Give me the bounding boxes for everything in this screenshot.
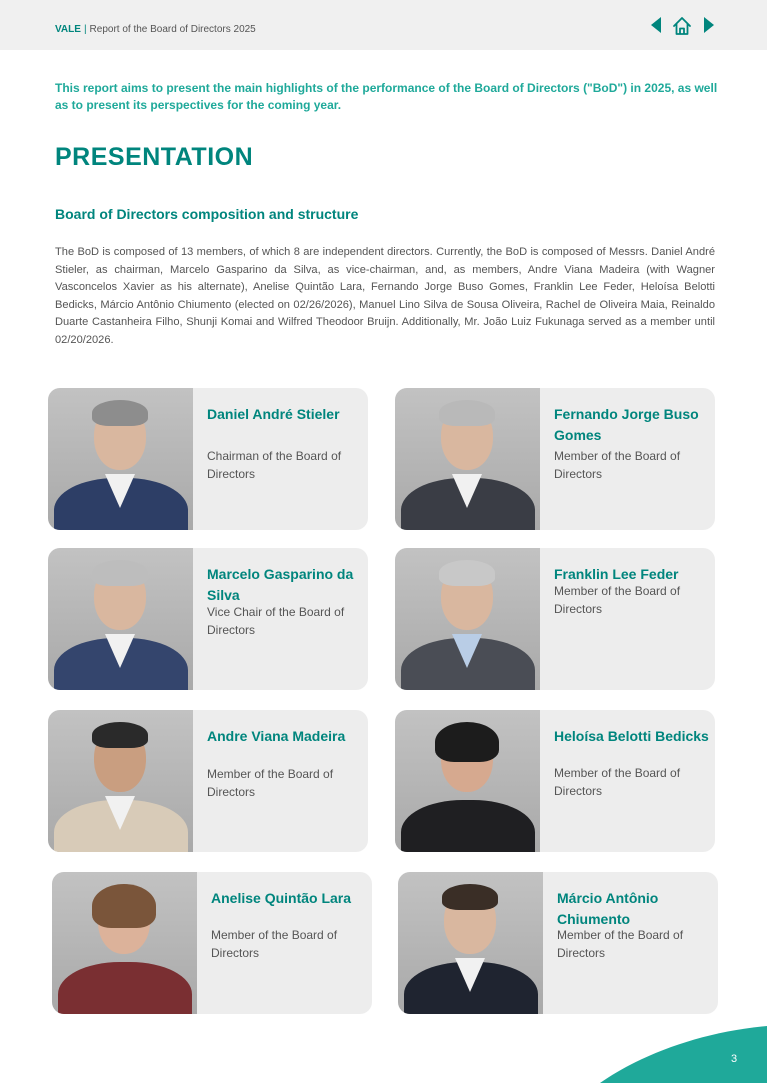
page-title: PRESENTATION xyxy=(55,143,254,171)
intro-paragraph: This report aims to present the main highlights of the performance of the Board of Directors ("BoD") in 2025, as well as to present its perspectives for the coming year. xyxy=(55,81,718,112)
member-name: Fernando Jorge Buso Gomes xyxy=(554,406,699,443)
member-role: Member of the Board of Directors xyxy=(554,449,681,481)
member-name: Anelise Quintão Lara xyxy=(211,890,352,906)
page-number: 3 xyxy=(731,1053,738,1065)
member-role: Member of the Board of Directors xyxy=(554,766,681,798)
member-role: Member of the Board of Directors xyxy=(554,584,681,616)
member-role: Member of the Board of Directors xyxy=(211,928,338,960)
member-name: Heloísa Belotti Bedicks xyxy=(554,728,709,744)
member-role: Chairman of the Board of Directors xyxy=(207,449,342,481)
member-name: Marcelo Gasparino da Silva xyxy=(207,566,354,603)
member-name: Daniel André Stieler xyxy=(207,406,340,422)
member-name: Márcio Antônio Chiumento xyxy=(557,890,659,927)
member-name: Franklin Lee Feder xyxy=(554,566,679,582)
member-role: Member of the Board of Directors xyxy=(207,767,334,799)
report-title: Report of the Board of Directors 2025 xyxy=(89,24,256,35)
member-role: Member of the Board of Directors xyxy=(557,928,684,960)
brand-separator: | xyxy=(83,24,87,35)
section-subtitle: Board of Directors composition and structure xyxy=(55,206,359,222)
section-body: The BoD is composed of 13 members, of which 8 are independent directors. Currently, the BoD is composed of Messrs. Daniel André Stieler, as chairman, Marcelo Gasparino da Silva, as vice-chairman, and, as members, Andre Viana Madeira (with Wagner Vasconcelos Xavier as his alternate), Anelise Quintão Lara, Fernando Jorge Buso Gomes, Franklin Lee Feder, Heloísa Belotti Bedicks, Márcio Antônio Chiumento (elected on 02/26/2026), Manuel Lino Silva de Sousa Oliveira, Rachel de Oliveira Maia, Reinaldo Duarte Castanheira Filho, Shunji Komai and Wilfred Theodoor Bruijn. Additionally, Mr. João Luiz Fukunaga served as a member until 02/20/2026. xyxy=(55,246,715,346)
member-name: Andre Viana Madeira xyxy=(207,728,346,744)
member-role: Vice Chair of the Board of Directors xyxy=(207,605,345,637)
brand-logo-text: VALE xyxy=(55,24,81,35)
